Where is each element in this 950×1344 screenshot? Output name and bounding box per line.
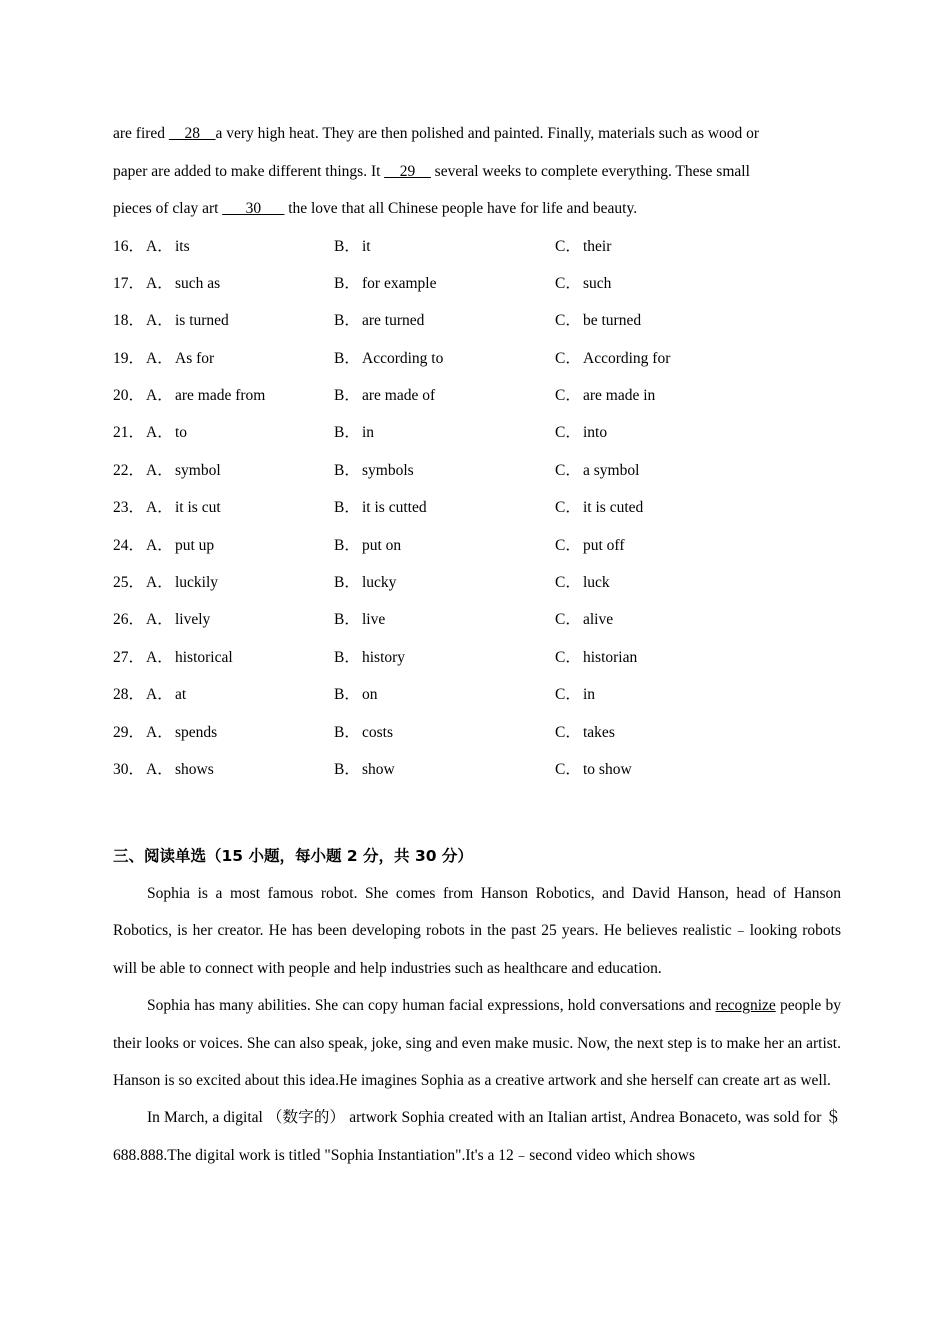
option-c: According for bbox=[583, 349, 671, 367]
blank-29: __29__ bbox=[384, 162, 431, 180]
option-a: historical bbox=[175, 648, 233, 666]
option-c-letter: C． bbox=[555, 723, 581, 741]
question-number: 17． bbox=[113, 274, 145, 292]
option-a-letter: A． bbox=[146, 648, 173, 666]
text-segment: Sophia has many abilities. She can copy human facial expressions, hold conversations and bbox=[147, 997, 716, 1015]
option-c: to show bbox=[583, 760, 632, 778]
text-segment: paper are added to make different things. It bbox=[113, 162, 385, 180]
underlined-word: recognize bbox=[715, 997, 776, 1015]
question-row bbox=[113, 676, 841, 713]
option-b: put on bbox=[362, 536, 402, 554]
question-number: 22． bbox=[113, 461, 145, 479]
option-c: are made in bbox=[583, 387, 656, 405]
question-number: 27． bbox=[113, 648, 145, 666]
option-a: symbol bbox=[175, 461, 221, 479]
option-b-letter: B． bbox=[334, 499, 360, 517]
blank-28: __28__ bbox=[168, 125, 216, 142]
option-c-letter: C． bbox=[555, 536, 581, 554]
option-c: in bbox=[583, 686, 596, 704]
option-a: spends bbox=[175, 723, 218, 741]
option-a-letter: A． bbox=[146, 760, 173, 778]
option-c-letter: C． bbox=[555, 686, 581, 704]
option-b: it is cutted bbox=[362, 499, 427, 517]
option-c-letter: C． bbox=[555, 237, 581, 255]
paragraph-1: Sophia is a most famous robot. She comes from Hanson Robotics, and David Hanson, head of Hanson Robotics, is her creator. He has been developing robots in the past 25 years. He believes realistic﹣looking robots will be able to connect with people and help industries such as healthcare and education. bbox=[113, 885, 841, 977]
option-c-letter: C． bbox=[555, 648, 581, 666]
question-row bbox=[113, 639, 841, 676]
question-number: 20． bbox=[113, 387, 145, 405]
option-b-letter: B． bbox=[334, 349, 360, 367]
option-c: historian bbox=[583, 648, 638, 666]
option-a-letter: A． bbox=[146, 349, 173, 367]
option-a-letter: A． bbox=[146, 424, 173, 442]
option-a-letter: A． bbox=[146, 611, 173, 629]
question-number: 18． bbox=[113, 312, 145, 330]
question-number: 28． bbox=[113, 686, 145, 704]
question-number: 26． bbox=[113, 611, 145, 629]
option-c-letter: C． bbox=[555, 611, 581, 629]
option-c: a symbol bbox=[583, 461, 640, 479]
option-c: luck bbox=[583, 574, 610, 592]
option-c: such bbox=[583, 274, 612, 292]
option-b: are turned bbox=[362, 312, 425, 330]
option-a: is turned bbox=[175, 312, 229, 330]
option-b-letter: B． bbox=[334, 312, 360, 330]
paragraph-2 bbox=[113, 987, 841, 1099]
option-a-letter: A． bbox=[146, 312, 173, 330]
cloze-passage-end bbox=[113, 115, 841, 788]
option-c: put off bbox=[583, 536, 625, 554]
option-a: its bbox=[175, 237, 190, 255]
option-a: to bbox=[175, 424, 188, 442]
option-b: are made of bbox=[362, 387, 436, 405]
question-row bbox=[113, 452, 841, 489]
passage-line-3 bbox=[113, 190, 841, 228]
option-a-letter: A． bbox=[146, 237, 173, 255]
question-row bbox=[113, 564, 841, 601]
option-a-letter: A． bbox=[146, 686, 173, 704]
passage-line-2 bbox=[113, 153, 841, 191]
text-segment: pieces of clay art bbox=[113, 200, 223, 217]
question-row bbox=[113, 414, 841, 451]
option-b-letter: B． bbox=[334, 274, 360, 292]
question-number: 21． bbox=[113, 424, 145, 442]
option-c: into bbox=[583, 424, 608, 442]
option-a: it is cut bbox=[175, 499, 221, 517]
option-c: takes bbox=[583, 723, 615, 741]
option-c-letter: C． bbox=[555, 274, 581, 292]
option-c-letter: C． bbox=[555, 760, 581, 778]
option-c-letter: C． bbox=[555, 387, 581, 405]
option-b: live bbox=[362, 611, 386, 629]
option-c-letter: C． bbox=[555, 574, 581, 592]
option-b-letter: B． bbox=[334, 536, 360, 554]
text-segment: a very high heat. They are then polished and painted. Finally, materials such as wood or bbox=[215, 125, 760, 142]
option-a-letter: A． bbox=[146, 574, 173, 592]
question-row bbox=[113, 377, 841, 414]
passage-line-1 bbox=[113, 115, 841, 153]
option-b-letter: B． bbox=[334, 611, 360, 629]
option-b-letter: B． bbox=[334, 424, 360, 442]
option-a: shows bbox=[175, 760, 214, 778]
option-b: for example bbox=[362, 274, 437, 292]
option-b: show bbox=[362, 760, 395, 778]
option-b: it bbox=[362, 237, 371, 255]
question-number: 16． bbox=[113, 237, 145, 255]
option-c: their bbox=[583, 237, 612, 255]
option-a-letter: A． bbox=[146, 723, 173, 741]
text-segment: the love that all Chinese people have for life and beauty. bbox=[284, 200, 638, 217]
paragraph-3: In March, a digital （数字的） artwork Sophia created with an Italian artist, Andrea Bonaceto, was sold for ＄ 688.888.The digital work is titled "Sophia Instantiation".It's a 12﹣second video which shows bbox=[113, 1109, 841, 1164]
option-b: costs bbox=[362, 723, 393, 741]
option-b-letter: B． bbox=[334, 686, 360, 704]
question-row bbox=[113, 601, 841, 638]
option-b: on bbox=[362, 686, 378, 704]
option-c-letter: C． bbox=[555, 424, 581, 442]
text-segment: are fired bbox=[113, 125, 169, 142]
option-a: luckily bbox=[175, 574, 219, 592]
question-row bbox=[113, 714, 841, 751]
option-b: According to bbox=[362, 349, 444, 367]
question-number: 24． bbox=[113, 536, 145, 554]
question-number: 23． bbox=[113, 499, 145, 517]
option-c: alive bbox=[583, 611, 614, 629]
question-row bbox=[113, 489, 841, 526]
option-a: such as bbox=[175, 274, 221, 292]
option-c: it is cuted bbox=[583, 499, 644, 517]
option-b: lucky bbox=[362, 574, 397, 592]
text-segment: several weeks to complete everything. These small bbox=[430, 162, 750, 180]
question-row bbox=[113, 265, 841, 302]
option-a-letter: A． bbox=[146, 461, 173, 479]
option-a: at bbox=[175, 686, 187, 704]
question-number: 19． bbox=[113, 349, 145, 367]
option-a-letter: A． bbox=[146, 387, 173, 405]
option-b-letter: B． bbox=[334, 574, 360, 592]
option-b-letter: B． bbox=[334, 760, 360, 778]
option-b-letter: B． bbox=[334, 387, 360, 405]
option-a-letter: A． bbox=[146, 274, 173, 292]
question-row bbox=[113, 527, 841, 564]
question-row bbox=[113, 302, 841, 339]
option-a-letter: A． bbox=[146, 536, 173, 554]
option-c: be turned bbox=[583, 312, 642, 330]
question-list bbox=[113, 228, 841, 789]
reading-passage bbox=[113, 875, 841, 1174]
option-b: history bbox=[362, 648, 406, 666]
question-row bbox=[113, 228, 841, 265]
option-b-letter: B． bbox=[334, 237, 360, 255]
option-b: in bbox=[362, 424, 375, 442]
blank-30: ___30___ bbox=[222, 200, 285, 217]
question-row bbox=[113, 751, 841, 788]
option-a: lively bbox=[175, 611, 211, 629]
section-heading: 三、阅读单选（15 小题，每小题 2 分，共 30 分） bbox=[113, 847, 473, 865]
option-c-letter: C． bbox=[555, 349, 581, 367]
question-number: 29． bbox=[113, 723, 145, 741]
question-number: 25． bbox=[113, 574, 145, 592]
question-number: 30． bbox=[113, 760, 145, 778]
text-segment: people by their looks or voices. She can also speak, joke, sing and even make music. Now, the next step is to make her an artist. Hanson is so excited about this idea.He imagines Sophia as a creative artwork and she herself can create art as well. bbox=[113, 997, 841, 1090]
option-a-letter: A． bbox=[146, 499, 173, 517]
option-c-letter: C． bbox=[555, 499, 581, 517]
option-b-letter: B． bbox=[334, 648, 360, 666]
option-a: put up bbox=[175, 536, 215, 554]
question-row bbox=[113, 340, 841, 377]
option-c-letter: C． bbox=[555, 312, 581, 330]
option-b-letter: B． bbox=[334, 461, 360, 479]
option-b: symbols bbox=[362, 461, 414, 479]
option-c-letter: C． bbox=[555, 461, 581, 479]
option-b-letter: B． bbox=[334, 723, 360, 741]
option-a: As for bbox=[175, 349, 215, 367]
option-a: are made from bbox=[175, 387, 266, 405]
